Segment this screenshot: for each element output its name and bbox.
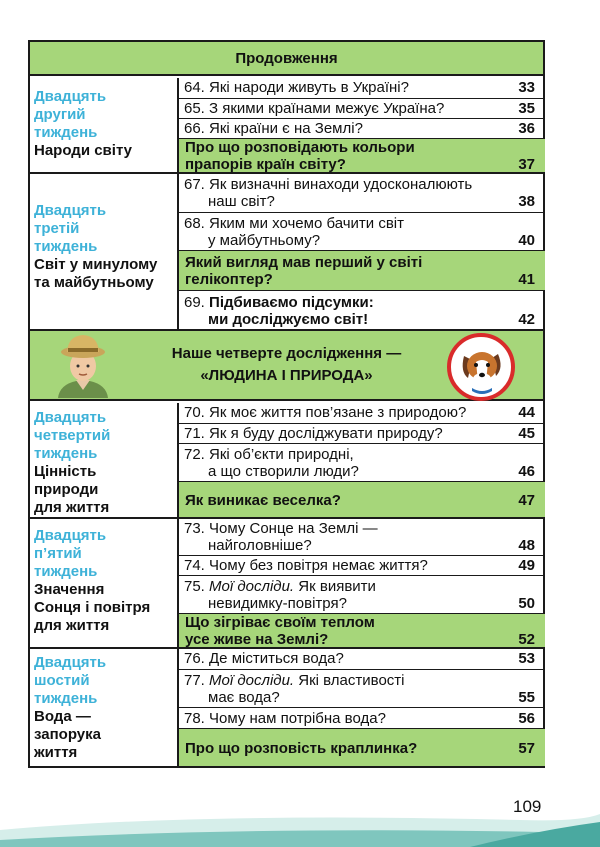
lesson-68[interactable]: 68. Яким ми хочемо бачити світ у майбутньому? 40: [179, 212, 545, 250]
lesson-72[interactable]: 72. Які об’єкти природні, а що створили люди? 46: [179, 443, 545, 481]
week-23-label: Двадцять третій тиждень: [34, 202, 107, 255]
lesson-74[interactable]: 74. Чому без повітря немає життя? 49: [179, 555, 545, 575]
lesson-flags[interactable]: Про що розповідають кольори прапорів країн світу? 37: [179, 138, 545, 172]
lesson-76[interactable]: 76. Де міститься вода? 53: [184, 650, 535, 667]
footer-swoosh: [0, 800, 600, 847]
week-26-cell: [30, 649, 179, 766]
week-22-theme: Народи світу: [34, 142, 133, 159]
lesson-75[interactable]: 75. Мої досліди. Як виявити невидимку-повітря? 50: [179, 575, 545, 613]
week-24-cell: [30, 403, 179, 517]
lesson-78[interactable]: 78. Чому нам потрібна вода? 56: [179, 707, 545, 728]
week-25-label: Двадцять п’ятий тиждень: [34, 527, 107, 580]
lesson-rainbow[interactable]: Як виникає веселка? 47: [179, 481, 545, 517]
table-of-contents: [28, 40, 545, 768]
lesson-sun-warmth[interactable]: Що зігріває своїм теплом усе живе на Землі? 52: [179, 613, 545, 647]
week-24-label: Двадцять четвертий тиждень: [34, 409, 111, 462]
week-24-theme: Цінність природи для життя: [34, 463, 110, 516]
page-number: 109: [513, 797, 542, 816]
lesson-73[interactable]: 73. Чому Сонце на Землі — найголовніше? 48: [184, 520, 535, 554]
lesson-66[interactable]: 66. Які країни є на Землі? 36: [179, 118, 545, 138]
continuation-header: Продовження: [30, 42, 543, 76]
lesson-71[interactable]: 71. Як я буду досліджувати природу? 45: [179, 423, 545, 443]
week-23-theme: Світ у минулому та майбутньому: [34, 256, 158, 291]
dog-mascot-icon: [446, 332, 516, 402]
week-22-label: Двадцять другий тиждень: [34, 88, 107, 141]
lesson-helicopter[interactable]: Який вигляд мав перший у світі гелікоптер? 41: [179, 250, 545, 290]
lesson-droplet[interactable]: Про що розповість краплинка? 57: [179, 728, 545, 766]
lesson-69[interactable]: 69. Підбиваємо підсумки: ми досліджуємо світ! 42: [179, 290, 545, 329]
research-banner-line2: «ЛЮДИНА І ПРИРОДА»: [200, 367, 373, 384]
lesson-64[interactable]: 64. Які народи живуть в Україні? 33: [184, 79, 535, 96]
boy-explorer-icon: [50, 330, 116, 400]
lesson-70[interactable]: 70. Як моє життя пов’язане з природою? 44: [184, 404, 535, 421]
week-23-cell: [30, 174, 179, 329]
week-26-label: Двадцять шостий тиждень: [34, 654, 107, 707]
week-22-cell: [30, 78, 179, 172]
lesson-67[interactable]: 67. Як визначні винаходи удосконалюють наш світ? 38: [184, 176, 535, 210]
week-26-theme: Вода — запорука життя: [34, 708, 101, 761]
week-25-theme: Значення Сонця і повітря для життя: [34, 581, 151, 634]
week-25-cell: [30, 519, 179, 647]
lesson-77[interactable]: 77. Мої досліди. Які властивості має вода? 55: [179, 669, 545, 707]
research-banner-line1: Наше четверте дослідження —: [171, 345, 402, 362]
lesson-65[interactable]: 65. З якими країнами межує Україна? 35: [179, 98, 545, 118]
